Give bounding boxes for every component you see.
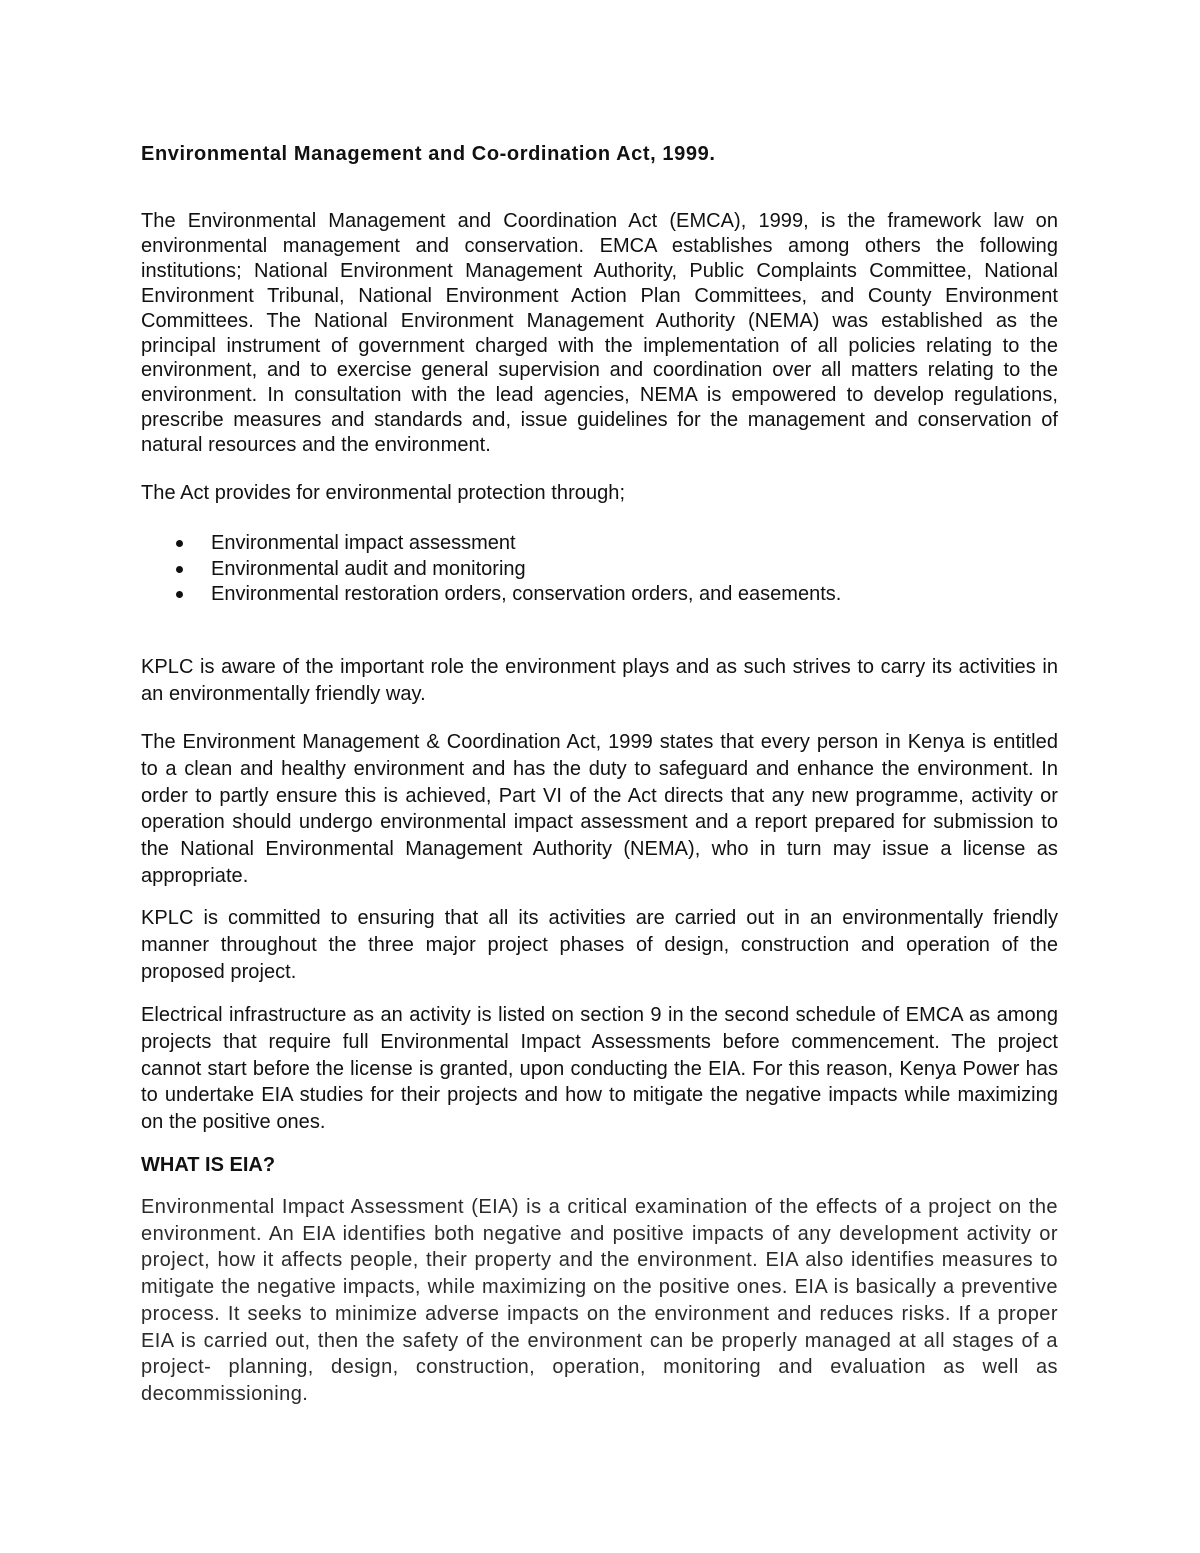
list-item-text: Environmental restoration orders, conservation orders, and easements. bbox=[211, 583, 842, 605]
bullet-icon bbox=[176, 591, 183, 598]
protection-measures-list bbox=[141, 531, 841, 608]
electrical-infrastructure-paragraph: Electrical infrastructure as an activity is listed on section 9 in the second schedule of EMCA as among projects that require full Environmental Impact Assessments before commencement. The project cannot start before the license is granted, upon conducting the EIA. For this reason, Kenya Power has to undertake EIA studies for their projects and how to mitigate the negative impacts while maximizing on the positive ones. bbox=[141, 1004, 1058, 1134]
document-title: Environmental Management and Co-ordination Act, 1999. bbox=[141, 143, 716, 165]
bullet-icon bbox=[176, 566, 183, 573]
kplc-aware-paragraph: KPLC is aware of the important role the environment plays and as such strives to carry its activities in an environmentally friendly way. bbox=[141, 656, 1058, 705]
document-page bbox=[141, 0, 1058, 1553]
list-item bbox=[141, 582, 841, 608]
list-item-text: Environmental impact assessment bbox=[211, 532, 516, 554]
list-item-text: Environmental audit and monitoring bbox=[211, 557, 526, 580]
list-item bbox=[141, 557, 841, 583]
section-heading: WHAT IS EIA? bbox=[141, 1154, 276, 1176]
list-item bbox=[141, 531, 841, 557]
emca-intro-paragraph: The Environmental Management and Coordination Act (EMCA), 1999, is the framework law on environmental management and conservation. EMCA establishes among others the following institutions; National Environment Management Authority, Public Complaints Committee, National Environment Tribunal, National Environment Action Plan Committees, and County Environment Committees. The National Environment Management Authority (NEMA) was established as the principal instrument of government charged with the implementation of all policies relating to the environment, and to exercise general supervision and coordination over all matters relating to the environment. In consultation with the lead agencies, NEMA is empowered to develop regulations, prescribe measures and standards and, issue guidelines for the management and conservation of natural resources and the environment. bbox=[141, 210, 1058, 457]
eia-definition-paragraph: Environmental Impact Assessment (EIA) is a critical examination of the effects of a project on the environment. An EIA identifies both negative and positive impacts of any development activity or project, how it affects people, their property and the environment. EIA also identifies measures to mitigate the negative impacts, while maximizing on the positive ones. EIA is basically a preventive process. It seeks to minimize adverse impacts on the environment and reduces risks. If a proper EIA is carried out, then the safety of the environment can be properly managed at all stages of a project- planning, design, construction, operation, monitoring and evaluation as well as decommissioning. bbox=[141, 1196, 1058, 1405]
kplc-committed-paragraph: KPLC is committed to ensuring that all its activities are carried out in an environmentally friendly manner throughout the three major project phases of design, construction and operation of the proposed project. bbox=[141, 907, 1058, 983]
bullet-icon bbox=[176, 540, 183, 547]
act-provides-paragraph: The Act provides for environmental protection through; bbox=[141, 482, 626, 504]
emca-states-paragraph: The Environment Management & Coordination Act, 1999 states that every person in Kenya is entitled to a clean and healthy environment and has the duty to safeguard and enhance the environment. In order to partly ensure this is achieved, Part VI of the Act directs that any new programme, activity or operation should undergo environmental impact assessment and a report prepared for submission to the National Environmental Management Authority (NEMA), who in turn may issue a license as appropriate. bbox=[141, 731, 1058, 887]
